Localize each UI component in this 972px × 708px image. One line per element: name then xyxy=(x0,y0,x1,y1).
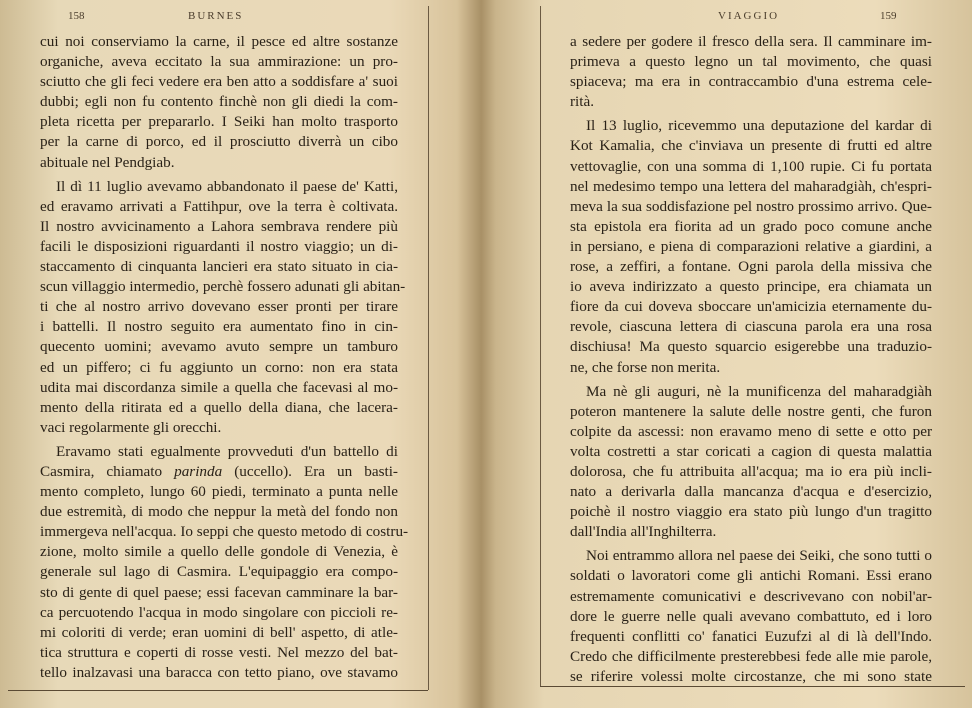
text-line: ed eravamo arrivati a Fattihpur, ove la terra è coltivata. xyxy=(40,197,398,215)
text-line: soldati o lavoratori come gli antichi Romani. Essi erano xyxy=(570,567,932,585)
text-line: nato a derivarla dalla mancanza d'acqua e d'esercizio, xyxy=(570,483,932,501)
text-line: due estremità, di modo che neppur la metà del fondo non xyxy=(40,503,398,521)
text-line: se riferire volessi molte circostanze, che mi sono state xyxy=(570,667,932,685)
text-line: cui noi conserviamo la carne, il pesce ed altre sostanze xyxy=(40,33,398,50)
page-number-right: 159 xyxy=(880,10,897,22)
text-line: rità. xyxy=(570,93,595,111)
text-line: sciutto che gli feci vedere era ben atto a soddisfare a' suoi xyxy=(40,73,398,91)
text-line: ed un piffero; ci fu aggiunto un corno: non era stata xyxy=(40,358,398,376)
text-line: Il 13 luglio, ricevemmo una deputazione del kardar di xyxy=(586,117,932,135)
page-number-left: 158 xyxy=(68,10,85,22)
text-line: rose, a zeffiri, a fontane. Ogni parola della missiva che xyxy=(570,258,932,276)
text-line: poichè il nostro viaggio era stato più lungo d'un tragitto xyxy=(570,503,932,521)
running-head-right: VIAGGIO xyxy=(718,10,780,22)
text-line: ca percuotendo l'acqua in modo singolare con piccioli re- xyxy=(40,603,398,621)
text-line: estremamente comunicativi e descrivevano con nobil'ar- xyxy=(570,587,932,605)
text-line: immergeva nell'acqua. Io seppi che questo metodo di costru- xyxy=(40,523,409,541)
text-line: generale sul lago di Casmira. L'equipaggio era compo- xyxy=(40,563,398,581)
text-line: quecento uomini; avevamo avuto sempre un tamburo xyxy=(40,338,398,356)
text-line: i battelli. Il nostro seguito era aumentato fino in cin- xyxy=(40,318,398,336)
text-line: Il dì 11 luglio avevamo abbandonato il paese de' Katti, xyxy=(56,177,398,195)
text-line: Ma nè gli auguri, nè la munificenza del maharadgiàh xyxy=(586,382,932,400)
text-line: Eravamo stati egualmente provveduti d'un battello di xyxy=(56,442,398,460)
left-page xyxy=(0,0,470,708)
text-line: dolorosa, che fu attribuita all'acqua; ma io era più incli- xyxy=(570,462,932,480)
text-line: abituale nel Pendgiab. xyxy=(40,153,175,171)
running-head-left: BURNES xyxy=(188,10,244,22)
text-line: vettovaglie, con una somma di 1,100 rupie. Ci fu portata xyxy=(570,157,932,175)
text-line: zione, molto simile a quello delle gondole di Venezia, è xyxy=(40,543,398,561)
text-line: dischiusa! Ma questo squarcio esigerebbe una traduzio- xyxy=(570,338,932,356)
text-line: in persiano, e piena di comparazioni relative a giardini, a xyxy=(570,237,932,255)
text-line: tica struttura e coperti di rosse vesti. Nel mezzo del bat- xyxy=(40,643,398,661)
text-line: udita mai discordanza simile a quella che facevasi al mo- xyxy=(40,378,398,396)
text-line: meva la sua soddisfazione pel nostro prossimo arrivo. Que- xyxy=(570,197,932,215)
text-line: Noi entrammo allora nel paese dei Seiki, che sono tutti o xyxy=(586,547,932,565)
left-page-frame-rule xyxy=(428,6,429,690)
text-line: poteron mantenere la salute delle nostre genti, che furon xyxy=(570,402,932,420)
text-line: fiore da cui doveva sboccare un'amicizia eternamente du- xyxy=(570,298,932,316)
left-page-bottom-rule xyxy=(8,690,428,691)
text-line: sto di gente di quel paese; essi facevan camminare la bar- xyxy=(40,583,398,601)
text-line: dore le guerre nelle quali avevano combattuto, ed i loro xyxy=(570,607,932,625)
text-line: io aveva indirizzato a questo principe, era chiamata un xyxy=(570,278,932,296)
text-line: Casmira, chiamato parinda (uccello). Era un basti- xyxy=(40,462,398,480)
text-line: revole, ciascuna lettera di ciascuna parola era una rosa xyxy=(570,318,932,336)
text-line: mento della ritirata ed a quello della diana, che lacera- xyxy=(40,398,398,416)
text-line: pleta ricetta per prepararlo. I Seiki han molto trasporto xyxy=(40,113,398,131)
text-line: colpite da ascessi: non eravamo meno di sette e otto per xyxy=(570,422,932,440)
text-line: a sedere per godere il fresco della sera. Il camminare im- xyxy=(570,33,932,50)
text-line: scun villaggio intermedio, perchè fossero adunati gli abitan- xyxy=(40,278,406,296)
text-line: facili le disposizioni riguardanti il nostro viaggio; un di- xyxy=(40,237,398,255)
text-line: per la carne di porco, ed il prosciutto diverrà un cibo xyxy=(40,133,398,151)
text-line: Il nostro avvicinamento a Lahora sembrava rendere più xyxy=(40,217,398,235)
text-line: Credo che difficilmente presterebbesi fede alle mie parole, xyxy=(570,647,932,665)
left-page-body xyxy=(40,32,409,683)
text-line: mento completo, lungo 60 piedi, terminato a punta nelle xyxy=(40,483,398,501)
text-line: Kot Kamalia, che c'inviava un presente di frutti ed altre xyxy=(570,137,932,155)
text-line: ti che al nostro arrivo dovevano esser pronti per tirare xyxy=(40,298,398,316)
right-page-frame-rule xyxy=(540,6,541,686)
text-line: volta costretti a star coricati a cagion di questa malattia xyxy=(570,442,932,460)
text-line: staccamento di cinquanta lancieri era stato situato in cia- xyxy=(40,258,398,276)
right-page-body xyxy=(570,32,932,687)
right-page xyxy=(500,0,972,708)
text-line: dubbi; egli non fu contento finchè non gli diedi la com- xyxy=(40,93,398,111)
text-line: vaci regolarmente gli orecchi. xyxy=(40,418,222,436)
text-line: ne, che forse non merita. xyxy=(570,358,721,376)
right-page-bottom-rule xyxy=(540,686,965,687)
text-line: sta epistola era fiorita ad un grado poco comune anche xyxy=(570,217,932,235)
text-line: mi coloriti di verde; eran uomini di bell' aspetto, di atle- xyxy=(40,623,398,641)
text-line: spiaceva; ma era in contraccambio d'una estrema cele- xyxy=(570,73,932,91)
text-line: dall'India all'Inghilterra. xyxy=(570,523,717,541)
text-line: organiche, aveva eccitato la sua ammirazione: un pro- xyxy=(40,53,398,71)
text-line: frequenti conflitti co' fanatici Euzufzi al di là dell'Indo. xyxy=(570,627,932,645)
text-line: tello inalzavasi una baracca con tetto piano, ove stavamo xyxy=(40,663,398,681)
text-line: nel medesimo tempo una lettera del maharadgiàh, ch'espri- xyxy=(570,177,932,195)
text-line: primeva a questo legno un tal movimento, che quasi xyxy=(570,53,932,71)
